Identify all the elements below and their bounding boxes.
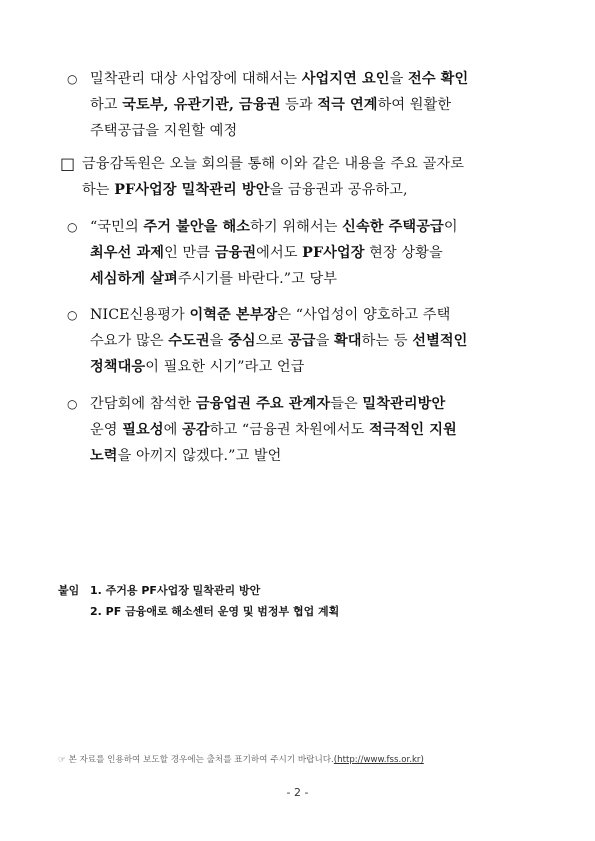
hand-pointer-icon: ☞ xyxy=(58,755,66,765)
paragraph-line xyxy=(90,302,542,328)
bullet-square: □ xyxy=(60,154,76,173)
text-run: 하고 xyxy=(90,97,123,113)
paragraph-1 xyxy=(90,66,542,144)
paragraph-line xyxy=(90,328,542,354)
bold-text: 세심하게 살펴 xyxy=(90,271,178,287)
text-run: 하는 등 xyxy=(361,333,413,349)
text-run: 을 금융권과 공유하고, xyxy=(269,182,408,198)
bold-text: 금융권 xyxy=(214,245,257,261)
paragraph-4 xyxy=(90,302,542,380)
bold-text: 이혁준 본부장 xyxy=(189,307,278,323)
text-run: 수요가 많은 xyxy=(90,333,169,349)
paragraph-3 xyxy=(90,214,542,292)
text-run: 이 xyxy=(443,219,458,235)
paragraph-line xyxy=(82,151,542,177)
text-run: 에서도 xyxy=(256,245,303,261)
paragraph-line xyxy=(90,240,542,266)
footnote-text: 본 자료를 인용하여 보도할 경우에는 출처를 표기하여 주시기 바랍니다. xyxy=(68,755,334,765)
text-run: 이 필요한 시기”라고 언급 xyxy=(145,359,305,375)
text-run: 등과 xyxy=(280,97,318,113)
footnote xyxy=(58,752,540,768)
text-run: 운영 xyxy=(90,422,123,438)
attachment-item-2: 2. PF 금융애로 해소센터 운영 및 범정부 협업 계획 xyxy=(90,605,340,618)
bullet-circle: ○ xyxy=(67,308,78,322)
text-run: “국민의 xyxy=(90,219,144,235)
bold-text: 국토부, 유관기관, 금융권 xyxy=(122,97,281,113)
text-run: 을 아끼지 않겠다.”고 발언 xyxy=(117,448,282,464)
text-run: 밀착관리 대상 사업장에 대해서는 xyxy=(90,71,302,87)
text-run: 을 xyxy=(209,333,229,349)
bold-text: 중심 xyxy=(228,333,256,349)
bold-text: 주거 불안을 해소 xyxy=(143,219,251,235)
paragraph-line xyxy=(90,266,542,292)
paragraph-line xyxy=(82,177,542,203)
website-link[interactable]: (http://www.fss.or.kr) xyxy=(333,755,424,765)
bold-text: 선별적인 xyxy=(412,333,468,349)
paragraph-line xyxy=(90,66,542,92)
paragraph-line xyxy=(90,92,542,118)
text-run: 주시기를 바란다.”고 당부 xyxy=(177,271,338,287)
attachment-label: 붙임 xyxy=(58,584,80,597)
bold-text: 필요성 xyxy=(122,422,164,438)
text-run: 인 만큼 xyxy=(164,245,215,261)
paragraph-line xyxy=(90,214,542,240)
text-run: NICE신용평가 xyxy=(90,307,190,323)
paragraph-line xyxy=(90,354,542,380)
paragraph-5 xyxy=(90,391,542,469)
bullet-circle: ○ xyxy=(67,397,78,411)
attachment-item-1: 1. 주거용 PF사업장 밀착관리 방안 xyxy=(90,584,261,597)
text-run: 을 xyxy=(389,71,409,87)
text-run: 으로 xyxy=(255,333,288,349)
bold-text: 공감 xyxy=(182,422,210,438)
page-number: - 2 - xyxy=(286,786,309,799)
bold-text: 최우선 과제 xyxy=(90,245,165,261)
bullet-circle: ○ xyxy=(67,220,78,234)
bold-text: 적극적인 지원 xyxy=(368,422,457,438)
paragraph-line xyxy=(90,118,542,144)
paragraph-line xyxy=(90,417,542,443)
bold-text: 금융업권 주요 관계자 xyxy=(195,396,331,412)
bold-text: 밀착관리방안 xyxy=(362,396,446,412)
text-run: 간담회에 참석한 xyxy=(90,396,196,412)
text-run: 주택공급을 지원할 예정 xyxy=(90,123,238,139)
text-run: 은 “사업성이 양호하고 주택 xyxy=(277,307,451,323)
text-run: 하는 xyxy=(82,182,115,198)
text-run: 금융감독원은 오늘 회의를 통해 이와 같은 내용을 주요 골자로 xyxy=(82,156,465,172)
bold-text: 확대 xyxy=(334,333,362,349)
bold-text: 노력 xyxy=(90,448,118,464)
bold-text: PF사업장 xyxy=(302,245,365,261)
text-run: 하고 “금융권 차원에서도 xyxy=(209,422,369,438)
paragraph-2 xyxy=(82,151,542,203)
bold-text: 공급 xyxy=(287,333,316,349)
paragraph-line xyxy=(90,391,542,417)
bold-text: 정책대응 xyxy=(90,359,146,375)
text-run: 하여 원활한 xyxy=(377,97,452,113)
text-run: 현장 상황을 xyxy=(364,245,443,261)
bold-text: 사업지연 요인 xyxy=(301,71,390,87)
paragraph-line xyxy=(90,443,542,469)
bullet-circle: ○ xyxy=(67,72,78,86)
bold-text: 적극 연계 xyxy=(317,97,378,113)
text-run: 하기 위해서는 xyxy=(250,219,343,235)
bold-text: 신속한 주택공급 xyxy=(342,219,444,235)
text-run: 들은 xyxy=(330,396,363,412)
bold-text: 수도권 xyxy=(168,333,210,349)
text-run: 에 xyxy=(163,422,183,438)
text-run: 을 xyxy=(315,333,334,349)
bold-text: 전수 확인 xyxy=(408,71,469,87)
bold-text: PF사업장 밀착관리 방안 xyxy=(114,182,270,198)
